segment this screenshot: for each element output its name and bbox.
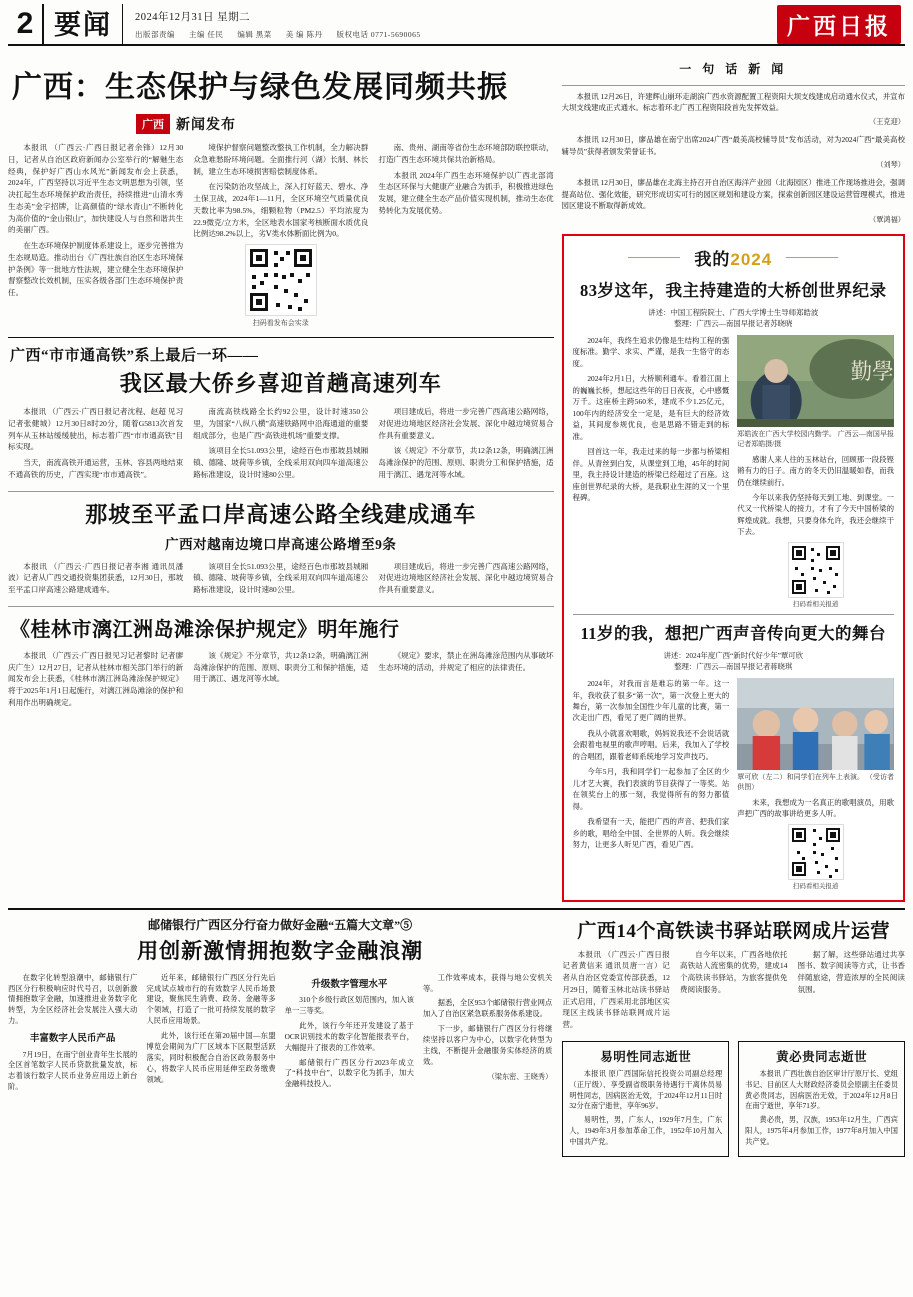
banner-line-right <box>786 257 838 258</box>
feature-para: 2024年，我终生追求仍像是生结构工程的强度标准。勤学、求实、严谨，是我一生恪守的态度。 <box>572 335 730 368</box>
qr-code-feature2[interactable] <box>788 824 844 880</box>
right-column <box>562 52 905 902</box>
bl-para: 7月19日，在南宁创业青年生长展的全区首笔数字人民币贷款批量发放，标志着该行数字人民币业务应用迈上新台阶。 <box>8 1049 138 1092</box>
feature-para: 2024年2月1日，大桥顺利通车。看着江面上的巍巍长桥，想起这些年的日日夜夜，心中感慨万千。这座桥主跨560米，建成不少1.25亿元，100年内的经济安全一定是，是有巨大的经济效益，其间度参规优良，也是思路不错走到的标准。 <box>572 374 730 441</box>
story2-byline: 本报讯 （广西云·广西日报记者沈程、赵超 见习记者张健城）12月30日8时20分，随着G5813次首发列车从玉林站缓缓驶出，标志着广西“市市通高铁”目标实现。 <box>8 406 184 452</box>
obituary-para: 本报讯 原广西国际信托投资公司副总经理（正厅级）、享受副省级职务待遇行干离休员易明性同志，因病医治无效，于2024年12月11日时32分在南宁逝世，享年96岁。 <box>569 1069 723 1111</box>
story4-columns <box>8 650 554 713</box>
story2-kicker: 广西“市市通高铁”系上最后一环—— <box>10 347 259 364</box>
brief-credit: （覃鸿福） <box>869 215 905 224</box>
bl-para: 邮储银行广西区分行2023年成立了“科技中台”，以数字化为抓手，加大金融科技投入。 <box>284 1057 414 1089</box>
brief-item: 本报讯 12月26日，许建辉山崩环走湖滨广西水资源配置工程资阳大坝支线建成启动通水仪式，并宣布大坝支线建成正式通水。标志着环北广西工程资阳段首先发挥效益。 <box>561 92 905 113</box>
story3-headline: 那坡至平孟口岸高速公路全线建成通车 <box>85 501 477 527</box>
qr-code-lead[interactable] <box>245 244 317 316</box>
section-name: 要闻 <box>42 4 123 44</box>
credit-2: 编辑 黑菜 <box>237 29 272 39</box>
story2-columns <box>8 406 554 485</box>
feature-story1-editor: 整理：广西云—南国早报记者苏晓晓 <box>674 318 793 328</box>
bl-col-1 <box>8 973 137 1098</box>
qr-caption-feature2: 扫码看相关报道 <box>792 882 839 890</box>
lead-headline: 广西：生态保护与绿色发展同频共振 <box>12 71 508 104</box>
story2-headline: 我区最大侨乡喜迎首趟高速列车 <box>119 370 442 396</box>
brief-credit: （王克迎） <box>869 117 905 126</box>
lead-para: 南、贵州、湖南等省份生态环境部防联控联动，打造广西生态环境共保共治新格局。 <box>378 143 554 164</box>
brief-item: 本报讯 12月30日，廖品雄在北海主持召开自治区海洋产业园（北海园区）推进工作现场推进会，强调提高站位、强化效能，研究形成切实可行的园区规划和建设方案，探索创新园区建设运营管理模式，推进园区建设不断取得新成效。 <box>561 178 905 211</box>
obituary-name: 易明性同志逝世 <box>600 1049 692 1064</box>
br-para: 据了解，这些驿站通过共享图书、数字阅读等方式，让书香伴随旅途，营造浓厚的全民阅读氛围。 <box>797 949 905 994</box>
qr-code-icon <box>789 825 843 879</box>
story2-para: 该《规定》不分章节，共12条12条，明确漓江洲岛滩涂保护的范围、原则、职责分工和保护措施，适用于漓江、遇龙河等水域。 <box>378 446 554 479</box>
qr-code-icon <box>789 543 843 597</box>
bl-para: 在数字化转型浪潮中，邮储银行广西区分行积极响应时代号召，以创新激情拥抱数字金融，加速推进业务数字化转型，为全区经济社会发展注入强大动力。 <box>8 972 138 1026</box>
feature-story1-columns <box>573 335 894 608</box>
story3-para: 该项目全长51.093公里，途经百色市那坡县城厢镇、德隆、坡荷等乡镇，全线采用双向四车道高速公路标准建设，设计时速80公里。 <box>193 561 369 595</box>
obituary-para: 本报讯 广西壮族自治区审计厅原厅长、党组书记、目前区人大财政经济委员会原副主任委员黄必贵同志，因病医治无效，于2024年12月8日在南宁逝世，享年71岁。 <box>745 1069 898 1111</box>
credit-4: 版权电话 0771-5690065 <box>336 29 421 39</box>
masthead-info <box>123 4 715 44</box>
feature-story2-narrator: 讲述：2024年度广西“新时代好少年”覃可欣 <box>663 650 804 660</box>
bottom-left-headline: 用创新激情拥抱数字金融浪潮 <box>137 938 424 963</box>
lead-para: 在污染防治攻坚战上，深入打好蓝天、碧水、净土保卫战，2024年1—11月，全区环境空气质量优良天数比率为98.5%，细颗粒物（PM2.5）平均浓度为22.9微克/立方米，全区地表水国家考核断面水质优良比例达98.2%以上，劣Ⅴ类水体断面比例为0。 <box>193 182 369 239</box>
feature-story2-photo-caption: 覃可欣（左二）和同学们在列车上表演。 （受访者供图） <box>737 773 895 791</box>
bl-subhead-1: 丰富数字人民币产品 <box>29 1034 116 1045</box>
br-para: 自今年以来，广西各地依托高铁站人流密集的优势，建成14个高铁读书驿站，为旅客提供免费阅读服务。 <box>679 949 788 994</box>
bottom-left-kicker: 邮储银行广西区分行奋力做好金融“五篇大文章”⑤ <box>148 917 413 932</box>
publication-date: 2024年12月31日 星期二 <box>135 11 251 23</box>
qr-caption-lead: 扫码看发布会实录 <box>252 319 309 328</box>
feature-para: 我从小就喜欢唱歌，妈妈说我还不会说话就会跟着电视里的歌声哼唱。后来，我加入了学校的合唱团，跟着老师系统地学习发声技巧。 <box>572 728 730 761</box>
brief-column <box>562 91 905 226</box>
photo-illustration <box>737 678 894 770</box>
bottom-right-story <box>562 916 905 1157</box>
story3-col-1 <box>8 561 183 600</box>
br-col-3 <box>797 949 905 1035</box>
story4-para: 《规定》要求，禁止在洲岛滩涂范围内从事破坏生态环境的活动，并规定了相应的法律责任。 <box>378 650 554 672</box>
story3-col-3 <box>378 561 553 600</box>
story2-col-2 <box>193 406 368 485</box>
lead-tags <box>136 114 554 134</box>
lead-para: 在生态环境保护制度体系建设上，逐步完善推为生态规局造。推动出台《广西壮族自治区生态环境保护条例》等一批地方性法规，建立健全生态环境保护督察整改长效机制，压实各级各部门生态环境保护责任。 <box>8 241 184 298</box>
qr-code-feature1[interactable] <box>788 542 844 598</box>
bl-para: 此外，该行今年还开发建设了基于OCR识别技术的数字化智能报表平台，大幅提升了报表的工作效率。 <box>284 1020 414 1052</box>
obituaries <box>562 1041 905 1157</box>
bl-para: 据悉，全区953个邮储银行营业网点加入了自治区紧急联系服务体系建设。 <box>422 998 553 1019</box>
story3-columns <box>8 561 554 600</box>
feature-story2-media-col <box>737 678 894 890</box>
newspaper-page <box>0 4 913 1297</box>
feature-para: 我希望有一天，能把广西的声音、把我们家乡的歌，唱给全中国、全世界的人听。我会继续努力，让更多人听见广西，看见广西。 <box>572 817 730 850</box>
tag-region: 广西 <box>136 114 170 134</box>
obituary-para: 易明性，男，广东人，1929年7月生，广东人，1949年3月参加革命工作，1952年10月加入中国共产党。 <box>569 1116 723 1146</box>
obituary-para: 黄必贵，男，汉族，1953年12月生，广西宾阳人，1975年4月参加工作，1977年8月加入中国共产党。 <box>745 1116 898 1146</box>
feature-story2-text-col <box>573 678 730 890</box>
credit-3: 美 编 陈丹 <box>285 29 323 39</box>
story2-col-3 <box>378 406 553 485</box>
bl-col-2 <box>146 973 275 1098</box>
story2-para: 该项目全长51.093公里，途经百色市那坡县城厢镇、德隆、坡荷等乡镇，全线采用双向四车道高速公路标准建设，设计时速80公里。 <box>193 446 369 479</box>
lead-para: 本报讯 （广西云·广西日报记者余锋）12月30日，记者从自治区政府新闻办公室举行的“解魅生态经典，保护好广西山水风光”新闻发布会上获悉，2024年，广西坚持以习近平生态文明思想为引领，坚决扛起生态环境保护政治责任，持续推进“山清水秀生态美”金字招牌，让高颜值的“绿水青山”不断转化为高价值的“金山银山”，加快建设人与自然和谐共生的美丽广西。 <box>8 143 184 235</box>
story3-subhead: 广西对越南边境口岸高速公路增至9条 <box>165 536 397 552</box>
story3-byline: 本报讯 （广西云·广西日报记者李湘 通讯员潘波）记者从广西交通投资集团获悉，12月30日，那坡至平孟口岸高速公路建成通车。 <box>8 561 184 595</box>
lead-para: 境保护督察问题整改整执工作机制，全力解决群众急难愁盼环境问题。全面推行河（湖）长制、林长制，建立生态环境损害赔偿制度体系。 <box>193 143 369 176</box>
feature-story2-title: 11岁的我，想把广西声音传向更大的舞台 <box>580 623 887 643</box>
feature-story1-photo <box>737 335 894 427</box>
feature-para: 今年以来我仍坚持每天到工地、到课堂。一代又一代桥梁人的接力，才有了今天中国桥梁的辉煌成就。我想，只要身体允许，我还会继续干下去。 <box>737 492 895 537</box>
tag-category: 新闻发布 <box>176 118 236 133</box>
feature-story1-title: 83岁这年，我主持建造的大桥创世界纪录 <box>580 280 887 300</box>
bl-para: 工作效率成本，获得与地公安机关等。 <box>422 972 553 993</box>
story2-para: 当天，南流高铁开通运营，玉林、容县两地结束不通高铁的历史，广西实现“市市通高铁”。 <box>8 458 184 479</box>
divider <box>8 337 554 338</box>
photo-illustration <box>737 335 894 427</box>
story4-col-2 <box>193 650 368 713</box>
lead-para: 本报讯 2024年广西生态环境保护以广西北部湾生态区环保与大健康产业融合为抓手，积极推进绿色发展，建立健全生态产品价值实现机制，推动生态优势转化为发展优势。 <box>378 170 554 215</box>
feature-para: 未来，我想成为一名真正的歌唱演员，用歌声把广西的故事讲给更多人听。 <box>737 797 895 819</box>
bl-para: 310个乡级行政区划范围内，加入该单一三等奖。 <box>284 994 414 1015</box>
story3-col-2 <box>193 561 368 600</box>
feature-banner-text: 我的 <box>694 249 731 269</box>
lead-story-columns <box>8 142 554 329</box>
feature-para: 2024年，对我而言是难忘的第一年。这一年，我收获了很多“第一次”，第一次登上更大的舞台，第一次参加全国性少年儿童的比赛，第一次走出广西，看见了更广阔的世界。 <box>572 679 730 723</box>
feature-story1-photo-caption: 郑皓波在广西大学校园内勤学。 广西云—南国早报记者郑皓摄/摄 <box>737 429 895 448</box>
divider <box>8 606 554 607</box>
feature-banner <box>573 244 894 271</box>
bl-para: 近年来，邮储银行广西区分行先后完成试点城市行的有效数字人民币场景建设，聚焦民生消费、政务、金融等多个领域，打造了一批可持续发展的数字人民币应用场景。 <box>146 972 276 1026</box>
story4-headline: 《桂林市漓江洲岛滩涂保护规定》明年施行 <box>10 618 400 641</box>
obituary-item <box>562 1041 729 1157</box>
brief-credit: （刘琴） <box>876 161 905 170</box>
divider <box>8 491 554 492</box>
feature-story1-text-col <box>573 335 730 608</box>
story2-para: 南流高铁线路全长约92公里，设计时速350公里，为国家“八纵八横”高速铁路网中沿海通道的重要组成部分，也是广西“高铁进机场”重要支撑。 <box>193 406 369 440</box>
feature-box <box>562 234 905 902</box>
svg-text:勤學: 勤學 <box>850 359 895 385</box>
feature-story2-photo <box>737 678 894 770</box>
bl-para: 此外，该行还在第20届中国—东盟博览会期间为广厂区域本下区限型活跃落实，同时积极配合自治区政务服务中心，将数字人民币应用延伸至政务缴费领域。 <box>146 1031 276 1085</box>
bottom-right-headline: 广西14个高铁读书驿站联网成片运营 <box>577 920 890 942</box>
bl-subhead-2: 升级数字管理水平 <box>311 979 388 990</box>
brief-item: 本报讯 12月30日，廖品雄在南宁出席2024广西“最美高校辅导员”发布活动，对为2024广西“最美高校辅导员”获得者颁发荣誉证书。 <box>561 135 905 156</box>
br-byline: 本报讯 （广西云·广西日报记者黄信来 通讯员唐一言）记者从自治区党委宣传部获悉，12月29日，随着玉林北站读书驿站正式启用，广西采用北部地区实现区主线读书驿站联网成片运营。 <box>562 949 670 1030</box>
story2-col-1 <box>8 406 183 485</box>
bl-col-3 <box>285 973 414 1098</box>
story4-col-1 <box>8 650 183 713</box>
lead-col-2 <box>193 142 368 329</box>
obituary-name: 黄必贵同志逝世 <box>776 1049 868 1064</box>
left-column <box>8 52 554 902</box>
feature-para: 今年5月，我和同学们一起参加了全区的少儿才艺大赛，我们表演的节目获得了一等奖。站在领奖台上的那一刻，我觉得所有的努力都值得。 <box>572 767 730 811</box>
credit-0: 出版部责编 <box>135 29 175 39</box>
story4-byline: 本报讯 （广西云·广西日报见习记者黎时 记者廖庆广生）12月27日，记者从桂林市相关部门举行的新闻发布会上获悉，《桂林市漓江洲岛滩涂保护规定》将于2025年1月1日起施行，对漓江洲岛滩涂的保护和利用作出明确规定。 <box>8 650 184 707</box>
banner-line-left <box>628 257 680 258</box>
feature-story2-columns <box>573 678 894 890</box>
feature-story2-meta <box>573 650 894 672</box>
br-col-2 <box>680 949 788 1035</box>
bottom-left-columns <box>8 973 552 1098</box>
bl-col-4 <box>423 973 552 1098</box>
lead-col-3 <box>378 142 553 329</box>
credit-1: 主编 任民 <box>189 29 224 39</box>
page-number: 2 <box>16 7 34 40</box>
story2-para: 项目建成后，将进一步完善广西高速公路网络，对促进边境地区经济社会发展、深化中越边境贸易合作具有重要意义。 <box>378 406 554 440</box>
bottom-right-columns <box>562 949 905 1035</box>
newspaper-logo <box>715 4 905 44</box>
feature-story2-editor: 整理：广西云—南国早报记者蒋晓琪 <box>674 661 793 671</box>
qr-code-icon <box>246 245 316 315</box>
feature-story1-meta <box>573 307 894 329</box>
bl-credit: （梁东密、王晓秀） <box>487 1073 553 1082</box>
lead-col-1 <box>8 142 183 329</box>
feature-banner-year: 2024 <box>730 249 773 269</box>
feature-story1-narrator: 讲述：中国工程院院士、广西大学博士生导师郑皓波 <box>648 307 819 317</box>
story4-col-3 <box>378 650 553 713</box>
obituary-item <box>738 1041 905 1157</box>
bottom-left-story <box>8 916 552 1157</box>
bottom-section <box>8 908 905 1157</box>
logo-text: 广西日报 <box>777 5 901 44</box>
br-col-1 <box>562 949 670 1035</box>
bl-para: 下一步，邮储银行广西区分行将继续坚持以客户为中心，以数字化转型为主线，不断提升金融服务实体经济的质效。 <box>422 1024 553 1067</box>
masthead-credits <box>135 29 715 40</box>
brief-column-title: 一 句 话 新 闻 <box>679 62 788 76</box>
feature-para: 感谢人来人往的玉林站台，回顾那一段段铿锵有力的日子。南方的冬天仍旧温暖如春，而我仍在继续前行。 <box>737 454 895 487</box>
divider <box>562 85 905 86</box>
feature-para: 回首这一年，我走过来的每一步都与桥梁相伴。从青丝到白发，从课堂到工地，45年的时间里，我主持设计建造的桥梁已经超过了百座。这座创世界纪录的大桥，是我职业生涯的又一个里程碑。 <box>572 447 730 503</box>
masthead <box>8 4 905 46</box>
divider <box>573 614 894 615</box>
feature-story1-media-col <box>737 335 894 608</box>
story4-para: 该《规定》不分章节，共12条12条，明确漓江洲岛滩涂保护的范围、原则、职责分工和保护措施，适用于漓江、遇龙河等水域。 <box>193 650 369 684</box>
story3-para: 项目建成后，将进一步完善广西高速公路网络，对促进边境地区经济社会发展、深化中越边境贸易合作具有重要意义。 <box>378 561 554 595</box>
qr-caption-feature1: 扫码看相关报道 <box>792 600 839 608</box>
